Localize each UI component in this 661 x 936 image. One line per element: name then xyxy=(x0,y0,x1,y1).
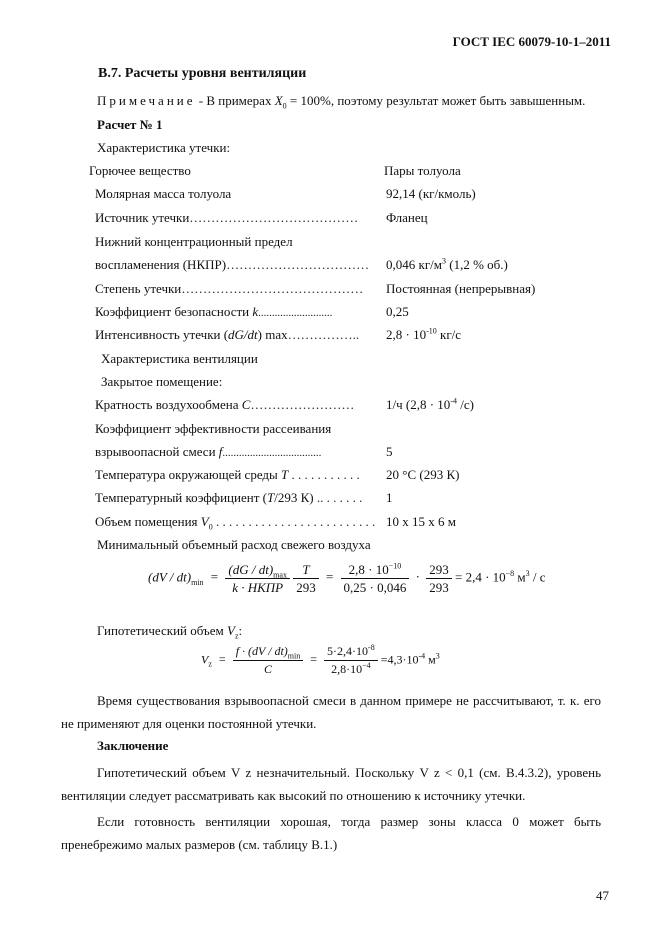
f1-frac4-den: 293 xyxy=(429,580,449,595)
paragraph-conclusion: Гипотетический объем V z незначительный. Поскольку V z < 0,1 (см. В.4.3.2), уровень вентиляции следует рассматривать как высокий по отношению к источнику утечки. xyxy=(61,765,601,803)
row-molar-value: 92,14 (кг/кмоль) xyxy=(386,186,476,201)
f1-lhs: (dV / dt) xyxy=(148,569,192,585)
row-source-label xyxy=(95,210,358,226)
f1-frac3-num: 2,8 · 10 xyxy=(348,562,389,577)
row-safety-leader: ........................... xyxy=(258,307,333,319)
f2-result: =4,3·10 xyxy=(380,652,419,667)
row-airchange-label xyxy=(95,397,354,413)
f2-result-unit: м xyxy=(425,652,436,667)
f1-frac3 xyxy=(341,561,410,596)
row-safety-text: Коэффициент безопасности xyxy=(95,304,253,319)
row-eff-value: 5 xyxy=(386,444,393,459)
f1-frac4 xyxy=(426,561,452,596)
f2-result-sup: -4 xyxy=(418,651,426,661)
row-eff-leader: .................................... xyxy=(222,447,322,459)
row-eff-label xyxy=(95,444,321,460)
row-substance-label: Горючее вещество xyxy=(89,163,191,178)
row-tempcoef-var: T xyxy=(266,490,275,505)
conclusion-title: Заключение xyxy=(97,738,169,753)
row-volume-value: 10 х 15 х 6 м xyxy=(386,514,456,529)
row-rate-var: dG/dt xyxy=(228,327,258,342)
row-grade-text: Степень утечки xyxy=(95,281,182,296)
f1-frac4-num: 293 xyxy=(426,561,452,579)
row-eff-text: взрывоопасной смеси xyxy=(95,444,219,459)
row-source-leader: ………………………………… xyxy=(189,210,359,225)
row-volume-sub: 0 xyxy=(208,522,213,532)
row-rate-post: ) max xyxy=(257,327,288,342)
f1-result-tail: / с xyxy=(529,569,546,585)
note-label: Примечание xyxy=(97,93,196,108)
row-lel-value-tail: (1,2 % об.) xyxy=(446,257,508,272)
row-airchange-leader: …………………… xyxy=(250,397,355,412)
f2-result-unit-sup: 3 xyxy=(435,651,440,661)
row-airchange-value-post: /с) xyxy=(456,397,474,412)
f1-dot: · xyxy=(415,569,420,585)
row-lel-value-main: 0,046 кг/м xyxy=(386,257,442,272)
note-x: X xyxy=(274,93,283,108)
f2-frac2 xyxy=(324,643,378,678)
f2-frac2-den-sup: −4 xyxy=(362,661,371,670)
row-tempcoef-leader: .. . . . . . . xyxy=(313,490,363,505)
row-rate-pre: Интенсивность утечки ( xyxy=(95,327,229,342)
note-text-after: = 100%, поэтому результат может быть завышенным. xyxy=(286,93,586,108)
page-number: 47 xyxy=(596,888,609,903)
row-lel-text: воспламенения (НКПР) xyxy=(95,257,227,272)
hyp-heading-post: : xyxy=(238,623,243,638)
f2-eq2: = xyxy=(310,652,318,667)
hyp-sub: z xyxy=(234,631,239,641)
f1-lhs-sub: min xyxy=(191,578,204,588)
section-title: B.7. Расчеты уровня вентиляции xyxy=(98,66,307,81)
f1-result-unit: м xyxy=(514,569,526,585)
row-lel-label xyxy=(95,257,369,273)
row-rate-value-post: кг/с xyxy=(436,327,462,342)
row-source-text: Источник утечки xyxy=(95,210,190,225)
row-grade-value: Постоянная (непрерывная) xyxy=(386,281,536,296)
f1-frac1-num-sub: max xyxy=(273,570,287,580)
row-tempcoef-pre: Температурный коэффициент ( xyxy=(95,490,267,505)
f2-lhs: V xyxy=(201,652,209,667)
hyp-heading-pre: Гипотетический объем xyxy=(97,623,227,638)
calc-title: Расчет № 1 xyxy=(97,117,163,132)
row-substance-value: Пары толуола xyxy=(384,163,461,178)
row-temp-var: T xyxy=(281,467,289,482)
row-airchange-var: C xyxy=(241,397,251,412)
f2-frac2-den: 2,8·10 xyxy=(331,662,363,676)
f1-eq: = xyxy=(210,569,219,585)
row-rate-label xyxy=(95,327,359,343)
note-x-sub: 0 xyxy=(282,101,287,111)
row-rate-leader: …………….. xyxy=(287,327,360,342)
row-lel-line1: Нижний концентрационный предел xyxy=(95,234,293,249)
min-flow-heading: Минимальный объемный расход свежего воздуха xyxy=(97,537,371,552)
f1-frac3-den: 0,25 · 0,046 xyxy=(343,580,407,595)
f1-frac2-den: 293 xyxy=(296,580,316,595)
note xyxy=(97,93,585,109)
f2-frac2-num-sup: -8 xyxy=(368,643,375,652)
row-tempcoef-value: 1 xyxy=(386,490,393,505)
row-lel-leader: …………………………… xyxy=(226,257,370,272)
closed-room-heading: Закрытое помещение: xyxy=(101,374,223,389)
row-temp-text: Температура окружающей среды xyxy=(95,467,282,482)
row-airchange-text: Кратность воздухообмена xyxy=(95,397,242,412)
row-grade-label xyxy=(95,281,363,297)
row-temp-label xyxy=(95,467,360,483)
paragraph-zone: Если готовность вентиляции хорошая, тогда размер зоны класса 0 может быть пренебрежимо малых размеров (см. таблицу В.1.) xyxy=(61,814,601,852)
row-safety-k: k xyxy=(252,304,259,319)
leak-heading: Характеристика утечки: xyxy=(97,140,231,155)
f1-result-sup: −8 xyxy=(505,569,515,579)
row-safety-label xyxy=(95,304,332,320)
f2-frac1 xyxy=(233,643,304,678)
vent-heading: Характеристика вентиляции xyxy=(101,351,258,366)
row-rate-value-pre: 2,8 · 10 xyxy=(386,327,427,342)
row-molar-label: Молярная масса толуола xyxy=(95,186,232,201)
row-volume-label xyxy=(95,514,375,530)
row-lel-value xyxy=(386,257,508,273)
f1-frac1 xyxy=(225,561,290,596)
f2-frac1-den: C xyxy=(263,662,272,676)
row-tempcoef-post: /293 К) xyxy=(274,490,314,505)
f1-frac2-num: T xyxy=(293,561,319,579)
document-id: ГОСТ IEC 60079-10-1–2011 xyxy=(452,34,611,49)
hyp-heading xyxy=(97,623,242,639)
f1-result: = 2,4 · 10 xyxy=(454,569,506,585)
row-lel-value-sup: 3 xyxy=(442,256,446,266)
f1-eq2: = xyxy=(325,569,334,585)
f2-frac1-num-sub: min xyxy=(287,651,301,661)
f1-frac2 xyxy=(293,561,319,596)
note-text-before: - В примерах xyxy=(195,93,275,108)
row-airchange-value xyxy=(386,397,474,413)
row-rate-value xyxy=(386,327,461,343)
f1-frac1-num: (dG / dt) xyxy=(228,562,274,577)
hyp-var: V xyxy=(227,623,235,638)
row-source-value: Фланец xyxy=(386,210,428,225)
row-volume-var: V xyxy=(200,514,209,529)
row-tempcoef-label xyxy=(95,490,362,506)
row-temp-leader: . . . . . . . . . . . xyxy=(288,467,360,482)
row-volume-leader: . . . . . . . . . . . . . . . . . . . . . . . . . xyxy=(212,514,376,529)
formula-min-flow xyxy=(148,561,546,596)
row-eff-var: f xyxy=(218,444,223,459)
row-airchange-value-sup: -4 xyxy=(450,396,457,406)
f2-frac2-num: 5·2,4·10 xyxy=(327,644,369,658)
f1-frac3-num-sup: −10 xyxy=(388,561,402,571)
row-grade-leader: …………………………………… xyxy=(181,281,364,296)
row-rate-value-sup: -10 xyxy=(426,326,437,336)
row-airchange-value-pre: 1/ч (2,8 · 10 xyxy=(386,397,451,412)
f2-frac1-num: f · (dV / dt) xyxy=(235,644,288,658)
f1-result-unit-sup: 3 xyxy=(525,569,530,579)
row-safety-value: 0,25 xyxy=(386,304,409,319)
f2-lhs-sub: z xyxy=(208,659,212,669)
f1-frac1-den: k · НКПР xyxy=(232,580,284,595)
f2-eq: = xyxy=(218,652,226,667)
row-temp-value: 20 °С (293 К) xyxy=(386,467,460,482)
row-volume-text: Объем помещения xyxy=(95,514,201,529)
row-eff-line1: Коэффициент эффективности рассеивания xyxy=(95,421,332,436)
formula-hyp-volume xyxy=(201,643,440,678)
paragraph-existence-time: Время существования взрывоопасной смеси в данном примере не рассчитывают, т. к. его не применяют для оценки постоянной утечки. xyxy=(61,693,601,731)
